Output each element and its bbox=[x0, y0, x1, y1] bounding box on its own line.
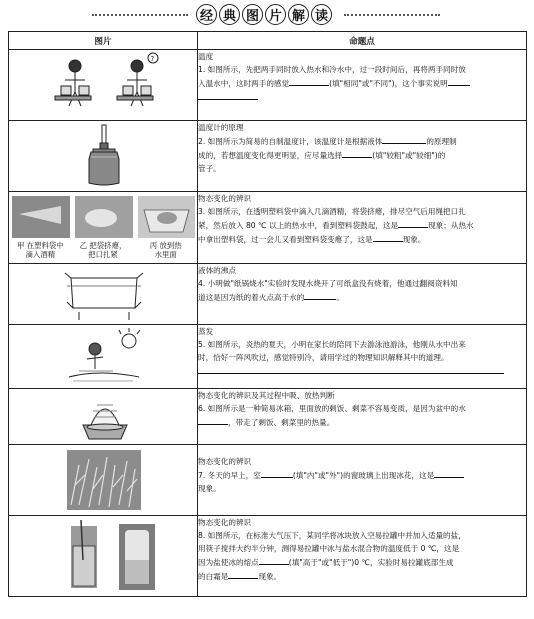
question-text: 7. 冬天的早上，室 bbox=[198, 471, 261, 480]
table-row bbox=[9, 50, 527, 121]
question-text: (填"高于"或"低于")0 ℃，实验时易拉罐底部生成 bbox=[288, 558, 454, 567]
answer-blank[interactable] bbox=[259, 555, 289, 565]
answer-blank[interactable] bbox=[398, 218, 428, 228]
topic-cell bbox=[198, 192, 527, 264]
question-text: 时，恰好一阵风吹过，感觉特别冷，请用学过的物理知识解释其中的道理。 bbox=[198, 353, 449, 362]
topic-cell bbox=[198, 516, 527, 597]
image-cell bbox=[9, 445, 198, 516]
banner-char: 读 bbox=[311, 4, 332, 25]
hands-in-water-illustration bbox=[9, 50, 198, 120]
answer-line[interactable] bbox=[198, 364, 504, 374]
picture-topic-table bbox=[8, 31, 527, 597]
plastic-bag-experiment-photos bbox=[9, 192, 198, 240]
topic-cell bbox=[198, 264, 527, 325]
table-row bbox=[9, 325, 527, 389]
question-text: 现象。 bbox=[258, 572, 282, 581]
swimming-pool-illustration bbox=[9, 325, 198, 388]
question-text: 4. 小明做"纸锅烧水"实验时发现水烧开了可纸盒没有烧着，他通过翻阅资料知 bbox=[198, 279, 458, 288]
banner-char: 图 bbox=[242, 4, 263, 25]
topic-cell bbox=[198, 121, 527, 192]
paper-pot-illustration bbox=[9, 264, 198, 324]
question-text: 成的，若想温度变化得更明显，应尽量选择 bbox=[198, 151, 343, 160]
question-text: 。 bbox=[336, 293, 344, 302]
image-cell bbox=[9, 325, 198, 389]
banner-dotted-line-left bbox=[92, 14, 188, 16]
question-text: 的白霜是 bbox=[198, 572, 229, 581]
question-text: 8. 如图所示，在标准大气压下，某同学将冰块放入空易拉罐中并加入适量的盐， bbox=[198, 531, 466, 540]
question-text: 5. 如图所示，炎热的夏天，小明在家长的陪同下去游泳池游泳，他刚从水中出来 bbox=[198, 340, 466, 349]
topic-cell bbox=[198, 325, 527, 389]
question-text: 现象；从热水 bbox=[428, 221, 474, 230]
topic-cell bbox=[198, 389, 527, 445]
answer-blank[interactable] bbox=[198, 415, 228, 425]
question-text: (填"较粗"或"较细")的 bbox=[372, 151, 446, 160]
svg-text:?: ? bbox=[150, 55, 155, 63]
table-row bbox=[9, 516, 527, 597]
header-topic: 命题点 bbox=[198, 32, 527, 50]
homemade-thermometer-illustration bbox=[9, 121, 198, 191]
question-text: 紧，然后放入 80 ℃ 以上的热水中，看到塑料袋鼓起，这是 bbox=[198, 221, 399, 230]
table-row bbox=[9, 192, 527, 264]
image-cell bbox=[9, 389, 198, 445]
simple-fridge-illustration bbox=[9, 389, 198, 444]
topic-title: 液体的沸点 bbox=[198, 266, 236, 275]
question-text: 因为盐使冰的熔点 bbox=[198, 558, 259, 567]
question-text: (填"内"或"外")的窗玻璃上出现冰花，这是 bbox=[292, 471, 435, 480]
banner-title bbox=[196, 4, 332, 26]
caption-jia: 甲 在塑料袋中 滴入酒精 bbox=[16, 241, 64, 259]
answer-blank[interactable] bbox=[373, 232, 403, 242]
salt-ice-can-photos bbox=[9, 516, 198, 596]
image-cell bbox=[9, 50, 198, 121]
header-image: 图片 bbox=[9, 32, 198, 50]
answer-blank[interactable] bbox=[261, 468, 293, 478]
question-text: 道这是因为纸的着火点高于水的 bbox=[198, 293, 305, 302]
topic-cell bbox=[198, 50, 527, 121]
topic-title: 温度 bbox=[198, 52, 214, 61]
question-text: 1. 如图所示，先把两手同时放入热水和冷水中，过一段时间后，再将两手同时放 bbox=[198, 65, 466, 74]
question-text: 6. 如图所示是一种简易冰箱，里面放的剩饭、剩菜不容易变质，是因为盆中的水 bbox=[198, 404, 466, 413]
image-cell bbox=[9, 121, 198, 192]
banner-char: 解 bbox=[288, 4, 309, 25]
table-row bbox=[9, 264, 527, 325]
topic-title: 蒸发 bbox=[198, 327, 214, 336]
answer-blank[interactable] bbox=[434, 468, 464, 478]
image-cell bbox=[9, 192, 198, 264]
answer-blank[interactable] bbox=[382, 134, 426, 144]
question-text: ，带走了剩饭、剩菜里的热量。 bbox=[228, 418, 335, 427]
banner-char: 片 bbox=[265, 4, 286, 25]
caption-yi: 乙 把袋挤瘪， 把口扎紧 bbox=[79, 241, 127, 259]
question-text: 现象。 bbox=[198, 484, 221, 493]
topic-cell bbox=[198, 445, 527, 516]
window-frost-photo bbox=[9, 445, 198, 515]
table-row bbox=[9, 389, 527, 445]
caption-bing: 丙 放到热 水里面 bbox=[149, 241, 182, 259]
section-banner bbox=[0, 0, 534, 30]
banner-char: 经 bbox=[196, 4, 217, 25]
question-text: (填"相同"或"不同")，这个事实说明 bbox=[329, 79, 448, 88]
question-text: 用筷子搅拌大约半分钟，测得易拉罐中冰与盐水混合物的温度低于 0 ℃，这是 bbox=[198, 544, 460, 553]
question-text: 管子。 bbox=[198, 164, 221, 173]
answer-blank[interactable] bbox=[198, 90, 258, 100]
answer-blank[interactable] bbox=[304, 290, 336, 300]
answer-blank[interactable] bbox=[448, 76, 470, 86]
image-cell bbox=[9, 516, 198, 597]
topic-title: 物态变化的辨识 bbox=[198, 518, 252, 527]
table-row bbox=[9, 121, 527, 192]
topic-title: 物态变化的辨识及其过程中吸、放热判断 bbox=[198, 391, 335, 400]
topic-title: 物态变化的辨识 bbox=[198, 457, 252, 466]
topic-title: 物态变化的辨识 bbox=[198, 194, 252, 203]
question-text: 2. 如图所示为简易的自制温度计，该温度计是根据液体 bbox=[198, 137, 383, 146]
banner-char: 典 bbox=[219, 4, 240, 25]
banner-dotted-line-right bbox=[344, 14, 440, 16]
answer-blank[interactable] bbox=[342, 148, 372, 158]
image-cell bbox=[9, 264, 198, 325]
question-text: 中拿出塑料袋，过一会儿又看到塑料袋变瘪了，这是 bbox=[198, 235, 373, 244]
question-text: 现象。 bbox=[402, 235, 426, 244]
table-header-row bbox=[9, 32, 527, 50]
topic-title: 温度计的原理 bbox=[198, 123, 244, 132]
photo-captions bbox=[9, 241, 197, 259]
question-text: 入温水中，这时两手的感觉 bbox=[198, 79, 290, 88]
answer-blank[interactable] bbox=[289, 76, 329, 86]
table-row bbox=[9, 445, 527, 516]
question-text: 的原理制 bbox=[426, 137, 457, 146]
question-text: 3. 如图所示，在透明塑料袋中滴入几滴酒精，将袋挤瘪，排尽空气后用绳把口扎 bbox=[198, 207, 466, 216]
answer-blank[interactable] bbox=[228, 569, 258, 579]
